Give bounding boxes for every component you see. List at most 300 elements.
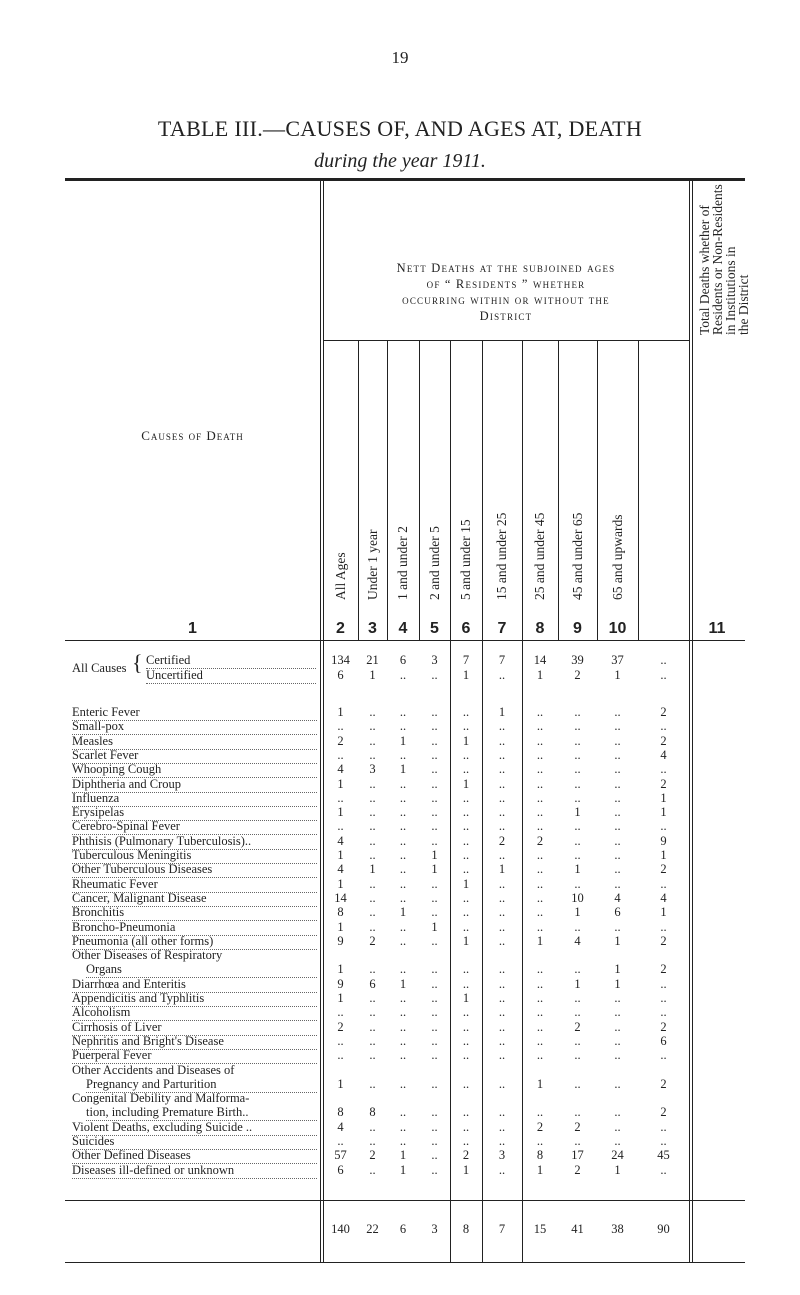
- table-cell: ..: [614, 876, 621, 891]
- table-cell: 1: [462, 876, 470, 891]
- totals-rule: [65, 1200, 745, 1201]
- age-column-rule: [419, 340, 420, 640]
- table-cell: ..: [498, 848, 506, 862]
- table-cell: 4: [574, 933, 581, 948]
- cause-label: Influenza: [72, 791, 317, 807]
- total-cell: 41: [571, 1222, 584, 1236]
- table-cell: ..: [399, 1134, 407, 1148]
- cause-label: Diphtheria and Croup: [72, 777, 317, 793]
- total-cell: 140: [331, 1222, 350, 1236]
- table-cell: 6: [369, 976, 376, 991]
- table-cell: 1: [399, 1162, 407, 1177]
- table-cell: ..: [369, 919, 376, 934]
- cause-label: Diarrhœa and Enteritis: [72, 977, 317, 993]
- table-cell: ..: [337, 790, 344, 805]
- table-cell: ..: [399, 1119, 407, 1134]
- table-cell: 1: [337, 962, 344, 977]
- all-causes-cell: 1: [462, 668, 470, 682]
- table-cell: ..: [498, 1019, 506, 1034]
- table-cell: ..: [462, 1019, 470, 1034]
- table-cell: ..: [498, 890, 506, 905]
- table-cell: 1: [399, 1148, 407, 1163]
- table-cell: ..: [614, 762, 621, 777]
- table-cell: ..: [614, 719, 621, 734]
- table-cell: ..: [399, 1105, 407, 1120]
- table-cell: 1: [337, 776, 344, 791]
- table-cell: ..: [431, 776, 438, 791]
- table-cell: 1: [399, 905, 407, 920]
- table-cell: ..: [431, 719, 438, 734]
- table-cell: ..: [614, 1005, 621, 1020]
- table-cell: 8: [369, 1105, 376, 1120]
- table-cell: ..: [574, 1105, 581, 1120]
- age-column-rule: [522, 340, 523, 1262]
- table-cell: ..: [614, 705, 621, 719]
- table-cell: ..: [536, 890, 544, 905]
- all-causes-cell: 3: [431, 653, 438, 667]
- table-cell: ..: [574, 1048, 581, 1063]
- table-cell: ..: [536, 848, 544, 862]
- table-cell: ..: [431, 1005, 438, 1020]
- table-cell: 1: [431, 848, 438, 862]
- table-cell: ..: [369, 991, 376, 1005]
- all-causes-cell: 1: [536, 668, 544, 682]
- table-cell: 1: [462, 776, 470, 791]
- table-cell: ..: [369, 1134, 376, 1148]
- cause-column-number: 1: [188, 620, 197, 637]
- table-cell: ..: [462, 962, 470, 977]
- table-cell: ..: [498, 805, 506, 820]
- table-cell: ..: [431, 1119, 438, 1134]
- all-causes-label: All Causes: [72, 661, 127, 675]
- table-cell: 10: [571, 890, 584, 905]
- cause-label: Erysipelas: [72, 805, 317, 821]
- table-cell: ..: [614, 1134, 621, 1148]
- age-column-heading: 15 and under 25: [494, 512, 509, 600]
- table-cell: ..: [399, 919, 407, 934]
- age-column-number: 7: [497, 620, 507, 637]
- cause-label: Pneumonia (all other forms): [72, 934, 317, 950]
- cause-label: Suicides: [72, 1134, 317, 1150]
- table-title: TABLE III.—CAUSES OF, AND AGES AT, DEATH: [157, 116, 643, 141]
- table-cell: ..: [536, 1105, 544, 1120]
- table-cell: ..: [614, 819, 621, 834]
- cause-label: Measles: [72, 734, 317, 750]
- cause-label: Violent Deaths, excluding Suicide ..: [72, 1120, 317, 1136]
- table-cell: ..: [536, 705, 544, 719]
- table-cell: ..: [399, 876, 407, 891]
- table-cell: ..: [431, 890, 438, 905]
- age-column-heading: 45 and under 65: [569, 512, 585, 600]
- column-rule: [692, 180, 693, 1263]
- table-cell: ..: [399, 962, 407, 977]
- table-cell: 1: [660, 905, 667, 920]
- table-cell: ..: [369, 890, 376, 905]
- table-cell: ..: [660, 719, 667, 734]
- cause-label: Congenital Debility and Malforma-: [72, 1091, 250, 1106]
- table-cell: ..: [498, 933, 506, 948]
- table-cell: ..: [431, 805, 438, 820]
- table-subtitle: during the year 1911.: [314, 150, 486, 172]
- all-causes-cell: 6: [399, 653, 407, 667]
- table-cell: 8: [337, 1105, 344, 1120]
- table-cell: 2: [337, 733, 344, 748]
- table-cell: ..: [498, 1162, 506, 1177]
- table-cell: 1: [614, 1162, 621, 1177]
- table-cell: ..: [462, 848, 470, 862]
- table-cell: ..: [337, 719, 344, 734]
- total-cell: 6: [399, 1222, 407, 1236]
- table-cell: ..: [462, 976, 470, 991]
- age-column-number: 6: [461, 620, 471, 637]
- last-col-line: Residents or Non-Residents: [710, 184, 725, 335]
- age-column-rule: [387, 340, 388, 640]
- table-cell: ..: [498, 1134, 506, 1148]
- total-cell: 7: [498, 1222, 506, 1236]
- table-cell: 6: [614, 905, 621, 920]
- last-col-line: the District: [736, 274, 751, 335]
- table-cell: ..: [462, 919, 470, 934]
- table-cell: 2: [574, 1162, 581, 1177]
- all-causes-cell: 37: [611, 653, 624, 667]
- column-rule: [323, 180, 324, 1263]
- top-rule: [65, 178, 745, 181]
- table-cell: ..: [431, 705, 438, 719]
- table-cell: 1: [337, 876, 344, 891]
- table-cell: 1: [462, 991, 470, 1005]
- table-cell: ..: [369, 733, 376, 748]
- table-cell: ..: [498, 976, 506, 991]
- table-cell: ..: [498, 905, 506, 920]
- table-cell: ..: [660, 876, 667, 891]
- table-cell: ..: [574, 747, 581, 762]
- table-cell: ..: [431, 1134, 438, 1148]
- brace: {: [132, 650, 143, 675]
- age-column-rule: [358, 340, 359, 640]
- age-column-number: 5: [430, 620, 439, 637]
- table-cell: ..: [660, 1048, 667, 1063]
- table-cell: ..: [369, 776, 376, 791]
- table-cell: ..: [399, 1033, 407, 1048]
- table-cell: 9: [337, 976, 344, 991]
- table-cell: 1: [614, 962, 621, 977]
- cause-label: Other Defined Diseases: [72, 1148, 317, 1164]
- table-cell: ..: [498, 1005, 506, 1020]
- table-cell: 8: [337, 905, 344, 920]
- table-cell: 1: [399, 976, 407, 991]
- table-cell: 4: [660, 747, 667, 762]
- table-cell: ..: [660, 976, 667, 991]
- table-cell: ..: [614, 1033, 621, 1048]
- cause-label: Cerebro-Spinal Fever: [72, 819, 317, 835]
- table-cell: ..: [498, 991, 506, 1005]
- table-cell: ..: [574, 919, 581, 934]
- age-column-rule: [638, 340, 639, 640]
- age-column-heading: 2 and under 5: [426, 526, 442, 600]
- group-heading-line: District: [479, 309, 533, 323]
- cause-label-continued: tion, including Premature Birth..: [86, 1105, 317, 1121]
- table-cell: ..: [614, 747, 621, 762]
- all-causes-cell: 39: [571, 653, 584, 667]
- table-cell: ..: [462, 862, 470, 877]
- table-cell: 4: [337, 862, 344, 877]
- table-cell: ..: [498, 1105, 506, 1120]
- table-cell: ..: [399, 848, 407, 862]
- table-cell: ..: [614, 1076, 621, 1091]
- table-cell: ..: [399, 1005, 407, 1020]
- cause-label: Other Diseases of Respiratory: [72, 948, 223, 963]
- table-cell: ..: [399, 747, 407, 762]
- table-cell: ..: [536, 790, 544, 805]
- cause-label: Other Tuberculous Diseases: [72, 862, 317, 878]
- table-cell: ..: [614, 991, 621, 1005]
- all-causes-cell: ..: [431, 668, 438, 682]
- table-cell: 6: [337, 1162, 344, 1177]
- table-cell: ..: [660, 1134, 667, 1148]
- cause-label: Alcoholism: [72, 1005, 317, 1021]
- table-cell: ..: [431, 976, 438, 991]
- cause-label: Phthisis (Pulmonary Tuberculosis)..: [72, 834, 317, 850]
- table-cell: ..: [399, 833, 407, 848]
- table-cell: 1: [337, 705, 344, 719]
- table-cell: ..: [498, 819, 506, 834]
- table-cell: ..: [498, 1076, 506, 1091]
- table-cell: ..: [369, 1019, 376, 1034]
- table-cell: ..: [337, 819, 344, 834]
- table-cell: ..: [399, 890, 407, 905]
- table-cell: ..: [462, 762, 470, 777]
- table-cell: 1: [498, 705, 506, 719]
- all-causes-cell: 2: [574, 668, 581, 682]
- table-cell: 2: [369, 1148, 376, 1163]
- table-cell: ..: [462, 719, 470, 734]
- table-cell: ..: [399, 705, 407, 719]
- table-cell: 1: [660, 848, 667, 862]
- table-cell: ..: [399, 776, 407, 791]
- table-cell: ..: [574, 733, 581, 748]
- table-cell: ..: [462, 790, 470, 805]
- cause-label: Other Accidents and Diseases of: [72, 1062, 235, 1077]
- table-cell: ..: [337, 1005, 344, 1020]
- table-cell: ..: [498, 919, 506, 934]
- table-cell: ..: [431, 876, 438, 891]
- cause-label: Diseases ill-defined or unknown: [72, 1163, 317, 1179]
- table-cell: 2: [536, 1119, 544, 1134]
- table-cell: ..: [498, 962, 506, 977]
- table-cell: ..: [498, 719, 506, 734]
- total-cell: 22: [366, 1222, 379, 1236]
- table-cell: ..: [369, 1048, 376, 1063]
- table-cell: ..: [574, 790, 581, 805]
- age-column-number: 3: [368, 620, 377, 637]
- cause-label: Tuberculous Meningitis: [72, 848, 317, 864]
- column-rule: [320, 180, 321, 1263]
- table-cell: ..: [431, 962, 438, 977]
- table-cell: ..: [498, 876, 506, 891]
- group-heading-line: occurring within or without the: [402, 293, 610, 307]
- table-cell: ..: [462, 1048, 470, 1063]
- total-cell: 38: [611, 1222, 624, 1236]
- table-cell: ..: [660, 1119, 667, 1134]
- table-cell: ..: [660, 762, 667, 777]
- age-column-number: 10: [608, 620, 627, 637]
- table-cell: ..: [574, 1134, 581, 1148]
- table-cell: ..: [536, 962, 544, 977]
- table-cell: 57: [334, 1148, 347, 1163]
- table-cell: ..: [399, 1048, 407, 1063]
- cause-label: Broncho-Pneumonia: [72, 920, 317, 936]
- table-cell: ..: [462, 1076, 470, 1091]
- all-causes-cell: 6: [337, 668, 344, 682]
- table-cell: ..: [614, 805, 621, 820]
- table-cell: ..: [536, 1134, 544, 1148]
- table-cell: ..: [536, 976, 544, 991]
- all-causes-cell: 134: [331, 653, 350, 667]
- table-cell: ..: [462, 1134, 470, 1148]
- cause-label: Enteric Fever: [72, 705, 317, 721]
- table-cell: ..: [462, 1119, 470, 1134]
- table-cell: ..: [574, 819, 581, 834]
- table-cell: ..: [660, 819, 667, 834]
- total-cell: 3: [431, 1222, 438, 1236]
- table-cell: ..: [536, 1019, 544, 1034]
- table-cell: ..: [614, 1119, 621, 1134]
- age-column-number: 4: [398, 620, 408, 637]
- table-cell: ..: [660, 919, 667, 934]
- table-cell: ..: [369, 790, 376, 805]
- all-causes-cell: ..: [498, 668, 506, 682]
- table-cell: ..: [462, 1105, 470, 1120]
- table-cell: 2: [660, 1105, 667, 1120]
- all-causes-cell: ..: [399, 668, 407, 682]
- table-cell: ..: [431, 733, 438, 748]
- total-cell: 8: [462, 1222, 470, 1236]
- table-cell: ..: [614, 1105, 621, 1120]
- table-cell: 1: [614, 976, 621, 991]
- table-cell: ..: [431, 991, 438, 1005]
- table-cell: ..: [536, 1048, 544, 1063]
- table-cell: 1: [337, 919, 344, 934]
- cause-label: Bronchitis: [72, 905, 317, 921]
- table-cell: 2: [660, 733, 667, 748]
- table-cell: ..: [574, 1005, 581, 1020]
- causes-heading: Causes of Death: [141, 428, 244, 443]
- table-cell: 2: [660, 1019, 667, 1034]
- age-column-rule: [482, 340, 483, 1262]
- table-cell: ..: [498, 733, 506, 748]
- age-column-number: 2: [336, 620, 345, 637]
- table-cell: ..: [369, 819, 376, 834]
- table-cell: 1: [431, 862, 438, 877]
- table-cell: ..: [614, 1019, 621, 1034]
- table-cell: ..: [431, 933, 438, 948]
- table-cell: ..: [399, 991, 407, 1005]
- table-cell: ..: [431, 1033, 438, 1048]
- table-cell: 2: [369, 933, 376, 948]
- table-cell: ..: [498, 776, 506, 791]
- table-cell: ..: [431, 905, 438, 920]
- table-cell: ..: [614, 848, 621, 862]
- table-cell: ..: [574, 705, 581, 719]
- age-column-heading: 5 and under 15: [458, 519, 473, 600]
- cause-label: Rheumatic Fever: [72, 877, 317, 893]
- table-cell: 8: [536, 1148, 544, 1163]
- table-cell: ..: [369, 805, 376, 820]
- cause-label: Puerperal Fever: [72, 1048, 317, 1064]
- table-cell: ..: [498, 1119, 506, 1134]
- table-cell: ..: [369, 719, 376, 734]
- table-cell: ..: [337, 1048, 344, 1063]
- group-heading-line: of “ Residents ” whether: [426, 277, 586, 291]
- cause-label: Scarlet Fever: [72, 748, 317, 764]
- cause-label-continued: Organs: [86, 962, 317, 978]
- table-cell: 2: [498, 833, 506, 848]
- table-cell: ..: [660, 1162, 667, 1177]
- bottom-rule: [65, 1262, 745, 1263]
- cause-label: Nephritis and Bright's Disease: [72, 1034, 317, 1050]
- all-causes-cell: 7: [498, 653, 506, 667]
- table-cell: ..: [369, 1076, 376, 1091]
- table-cell: 1: [660, 805, 667, 820]
- table-cell: ..: [369, 962, 376, 977]
- table-cell: 9: [337, 933, 344, 948]
- table-cell: ..: [337, 747, 344, 762]
- table-cell: 1: [399, 733, 407, 748]
- table-cell: ..: [431, 1019, 438, 1034]
- total-cell: 15: [533, 1222, 547, 1236]
- header-rule: [65, 640, 745, 641]
- table-cell: ..: [536, 819, 544, 834]
- table-cell: ..: [614, 733, 621, 748]
- table-cell: ..: [369, 876, 376, 891]
- table-cell: ..: [399, 719, 407, 734]
- table-cell: 2: [574, 1019, 581, 1034]
- table-cell: ..: [369, 747, 376, 762]
- group-heading: [323, 260, 689, 324]
- table-cell: 1: [337, 848, 344, 862]
- table-cell: ..: [574, 833, 581, 848]
- table-cell: ..: [536, 919, 544, 934]
- table-cell: ..: [536, 876, 544, 891]
- cause-label: Cirrhosis of Liver: [72, 1020, 317, 1036]
- table-cell: ..: [536, 1033, 544, 1048]
- table-cell: ..: [614, 776, 621, 791]
- group-rule: [323, 340, 689, 341]
- table-cell: ..: [462, 747, 470, 762]
- table-cell: ..: [399, 862, 407, 877]
- age-column-heading: All Ages: [332, 552, 348, 600]
- last-col-line: in Institutions in: [723, 246, 738, 335]
- table-cell: ..: [431, 1148, 438, 1163]
- age-column-number: 9: [573, 620, 582, 637]
- table-cell: ..: [498, 1048, 506, 1063]
- table-cell: 2: [660, 705, 667, 719]
- table-cell: 17: [571, 1148, 584, 1163]
- table-cell: 1: [498, 862, 506, 877]
- table-cell: ..: [369, 905, 376, 920]
- table-cell: 45: [657, 1148, 670, 1163]
- table-cell: ..: [431, 1162, 438, 1177]
- table-cell: ..: [574, 1076, 581, 1091]
- table-cell: ..: [462, 833, 470, 848]
- table-cell: ..: [614, 833, 621, 848]
- table-cell: 2: [660, 962, 667, 977]
- table-cell: ..: [431, 1105, 438, 1120]
- table-cell: ..: [498, 747, 506, 762]
- total-cell: 90: [657, 1222, 670, 1236]
- table-cell: 2: [462, 1148, 470, 1163]
- table-cell: ..: [536, 1005, 544, 1020]
